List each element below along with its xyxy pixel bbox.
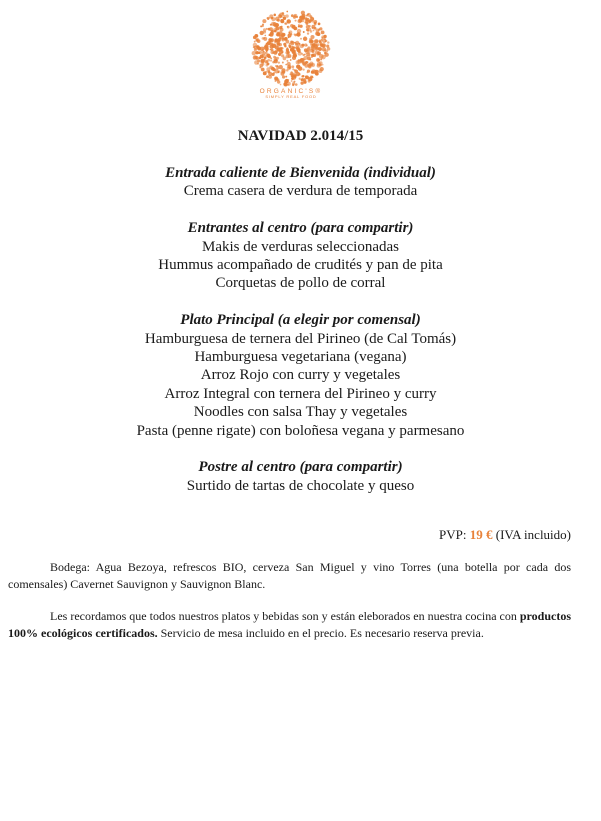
- menu-section-welcome: [0, 164, 601, 201]
- notice-bold-text: productos 100% ecológicos certificados.: [8, 609, 571, 640]
- menu-item: Arroz Rojo con curry y vegetales: [200, 367, 401, 384]
- brand-logo: [249, 8, 333, 99]
- menu-item: Crema casera de verdura de temporada: [183, 183, 418, 200]
- logo-tagline: SIMPLY REAL FOOD: [265, 94, 317, 99]
- menu: [0, 164, 601, 514]
- notice-text: Les recordamos que todos nuestros platos y bebidas son y están eleborados en nuestra cocina con: [50, 609, 520, 623]
- menu-section-main: [0, 311, 601, 440]
- notice-paragraph: [8, 608, 571, 642]
- price-note: (IVA incluido): [495, 527, 571, 542]
- price-label: PVP:: [439, 527, 467, 542]
- section-heading: Plato Principal (a elegir por comensal): [180, 312, 421, 329]
- menu-item: Arroz Integral con ternera del Pirineo y curry: [164, 385, 437, 402]
- section-heading: Entrantes al centro (para compartir): [187, 220, 414, 237]
- page-title: NAVIDAD 2.014/15: [237, 128, 364, 144]
- section-heading: Postre al centro (para compartir): [198, 459, 403, 476]
- menu-item: Hamburguesa de ternera del Pirineo (de Cal Tomás): [144, 330, 457, 347]
- price-line: [439, 527, 571, 543]
- menu-item: Pasta (penne rigate) con boloñesa vegana y parmesano: [136, 422, 465, 439]
- menu-item: Hummus acompañado de crudités y pan de pita: [158, 257, 443, 274]
- section-heading: Entrada caliente de Bienvenida (individual): [165, 165, 436, 181]
- menu-item: Hamburguesa vegetariana (vegana): [194, 349, 407, 366]
- logo-brand-name: ORGANIC'S®: [259, 88, 323, 95]
- bodega-paragraph: Bodega: Agua Bezoya, refrescos BIO, cerveza San Miguel y vino Torres (una botella por cada dos comensales) Cavernet Sauvignon y Sauvignon Blanc.: [8, 560, 571, 591]
- logo-dotted-circle-icon: [251, 8, 331, 88]
- menu-item: Noodles con salsa Thay y vegetales: [193, 404, 408, 421]
- menu-item: Surtido de tartas de chocolate y queso: [186, 477, 415, 494]
- price-amount: 19 €: [469, 527, 493, 542]
- menu-section-starters: [0, 219, 601, 293]
- menu-item: Corquetas de pollo de corral: [215, 275, 386, 292]
- menu-item: Makis de verduras seleccionadas: [201, 238, 399, 255]
- notice-text-end: Servicio de mesa incluido en el precio. Es necesario reserva previa.: [157, 626, 484, 640]
- menu-section-dessert: [0, 458, 601, 495]
